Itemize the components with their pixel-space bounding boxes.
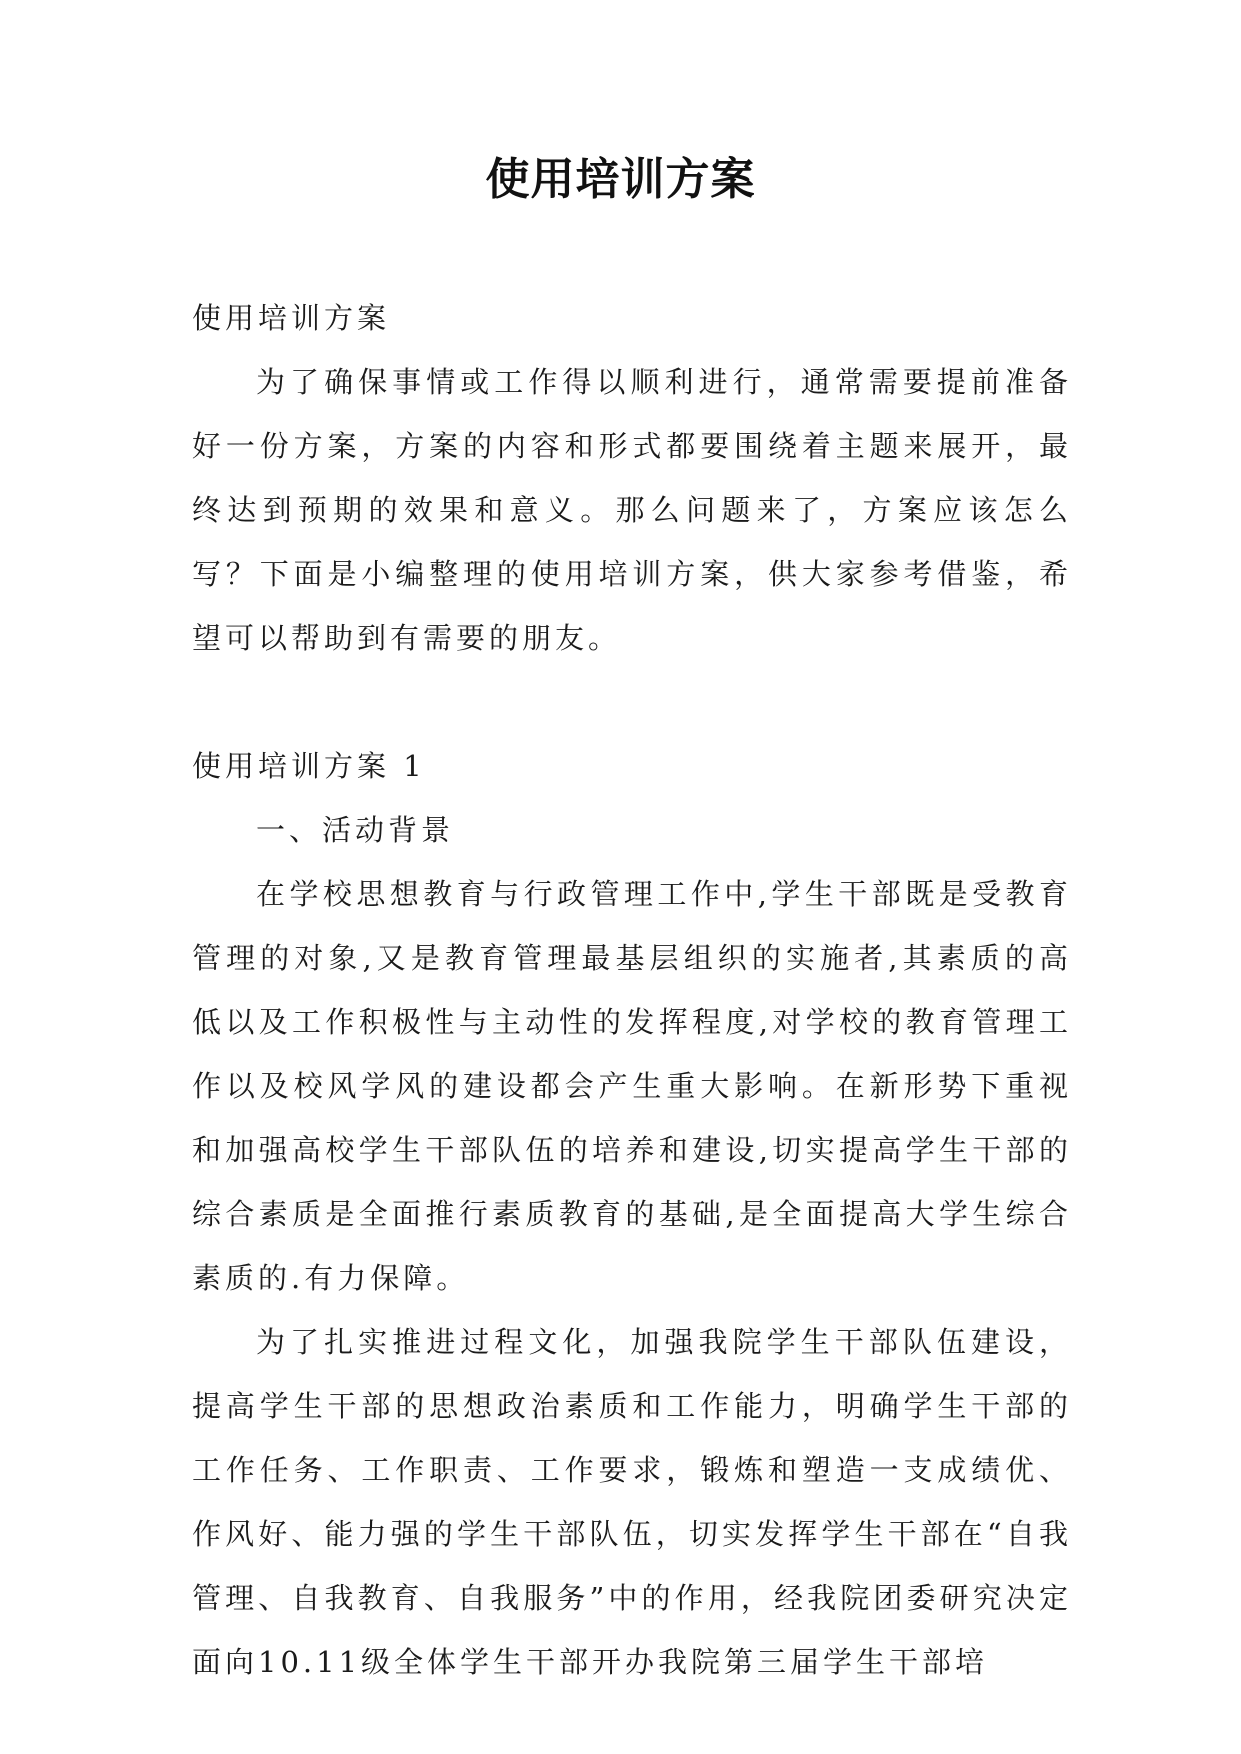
document-title: 使用培训方案 [485,154,756,205]
intro-paragraph: 为了确保事情或工作得以顺利进行，通常需要提前准备好一份方案，方案的内容和形式都要围绕着主题来展开，最终达到预期的效果和意义。那么问题来了，方案应该怎么写？下面是小编整理的使用培训方案，供大家参考借鉴，希望可以帮助到有需要的朋友。 [192,365,1072,655]
document-body [192,286,1072,1694]
section-heading-plan-1: 使用培训方案 1 [192,749,426,783]
background-paragraph: 在学校思想教育与行政管理工作中,学生干部既是受教育管理的对象,又是教育管理最基层组织的实施者,其素质的高低以及工作积极性与主动性的发挥程度,对学校的教育管理工作以及校风学风的建设都会产生重大影响。在新形势下重视和加强高校学生干部队伍的培养和建设,切实提高学生干部的综合素质是全面推行素质教育的基础,是全面提高大学生综合素质的.有力保障。 [192,877,1072,1295]
purpose-paragraph: 为了扎实推进过程文化，加强我院学生干部队伍建设，提高学生干部的思想政治素质和工作能力，明确学生干部的工作任务、工作职责、工作要求，锻炼和塑造一支成绩优、作风好、能力强的学生干部队伍，切实发挥学生干部在“自我管理、自我教育、自我服务”中的作用，经我院团委研究决定面向10.11级全体学生干部开办我院第三届学生干部培 [192,1325,1072,1679]
section-heading-intro: 使用培训方案 [192,301,391,335]
subheading-activity-background: 一、活动背景 [256,813,455,847]
